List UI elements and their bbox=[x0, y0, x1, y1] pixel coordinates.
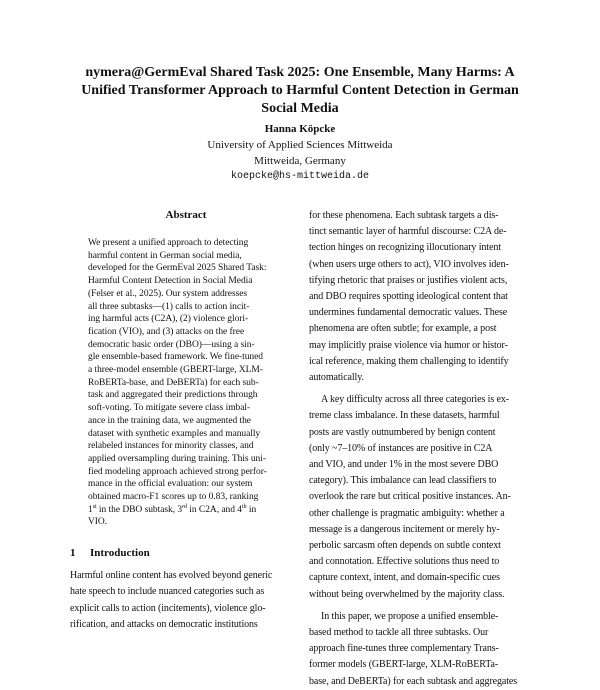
body-line: perbolic sarcasm often depends on subtle context bbox=[309, 540, 501, 552]
title-line: Social Media bbox=[261, 101, 339, 116]
body-line: other challenge is pragmatic ambiguity: whether a bbox=[309, 507, 505, 519]
abstract-line: soft-voting. To mitigate severe class imbal- bbox=[88, 403, 251, 414]
title-line: nymera@GermEval Shared Task 2025: One Ensemble, Many Harms: A bbox=[85, 65, 515, 80]
body-line: automatically. bbox=[309, 372, 364, 384]
right-column bbox=[309, 208, 531, 690]
body-line: for these phenomena. Each subtask targets a dis- bbox=[309, 210, 499, 221]
dbo-rank: 1 bbox=[88, 504, 93, 515]
body-line: (only ~7–10% of instances are positive in C2A bbox=[309, 442, 493, 454]
intro-line: hate speech to include nuanced categories such as bbox=[70, 586, 265, 598]
intro-line: rification, and attacks on democratic institutions bbox=[70, 618, 258, 630]
section-title: Introduction bbox=[90, 547, 150, 560]
abstract-line: harmful content in German social media, bbox=[88, 250, 242, 261]
body-line: without being overwhelmed by the majority class. bbox=[309, 588, 505, 600]
body-line: treme class imbalance. In these datasets, harmful bbox=[309, 410, 500, 422]
body-line: capture context, intent, and domain-specific cues bbox=[309, 572, 500, 584]
author-email[interactable]: koepcke@hs-mittweida.de bbox=[230, 171, 370, 182]
abstract-line: gle ensemble-based framework. We fine-tuned bbox=[88, 352, 263, 363]
author-block bbox=[100, 121, 500, 185]
introduction-heading bbox=[70, 546, 302, 560]
body-line: phenomena are often subtle; for example, a post bbox=[309, 323, 497, 335]
rank-text: in the DBO subtask, bbox=[96, 504, 178, 515]
abstract-line: (Felser et al., 2025). Our system addresses bbox=[88, 288, 248, 299]
intro-line: explicit calls to action (incitements), violence glo- bbox=[70, 602, 266, 614]
section-number: 1 bbox=[70, 547, 76, 560]
abstract-body bbox=[70, 237, 302, 529]
body-line: may implicitly praise violence via humor or histor- bbox=[309, 339, 508, 351]
abstract-line: VIO. bbox=[88, 517, 108, 528]
introduction-body bbox=[70, 568, 302, 633]
vio-rank-suffix: th bbox=[241, 503, 247, 510]
c2a-rank-suffix: rd bbox=[182, 503, 187, 510]
author-name: Hanna Köpcke bbox=[264, 123, 336, 135]
paper-title bbox=[40, 64, 560, 118]
dbo-rank-suffix: st bbox=[92, 503, 97, 510]
abstract-line: applied oversampling during training. This uni- bbox=[88, 453, 266, 464]
abstract-line: task and aggregated their predictions through bbox=[88, 390, 258, 401]
body-line: In this paper, we propose a unified ensemble- bbox=[321, 610, 499, 622]
abstract-line: ance in the training data, we augmented the bbox=[88, 415, 251, 426]
body-line: (when users urge others to act), VIO involves iden- bbox=[309, 258, 509, 270]
abstract-line: RoBERTa-base, and DeBERTa) for each sub- bbox=[88, 377, 259, 388]
title-line: Unified Transformer Approach to Harmful Content Detection in German bbox=[81, 83, 519, 98]
abstract-heading: Abstract bbox=[165, 209, 207, 221]
abstract-line: fied modeling approach achieved strong perfor- bbox=[88, 466, 267, 477]
body-line: former models (GBERT-large, XLM-RoBERTa- bbox=[309, 659, 499, 671]
body-line: approach fine-tunes three complementary Trans- bbox=[309, 643, 499, 655]
body-line: category). This imbalance can lead classifiers to bbox=[309, 475, 497, 487]
paragraph-2 bbox=[309, 392, 531, 603]
abstract-line: mance in the official evaluation: our system bbox=[88, 479, 253, 490]
body-line: message is a dangerous incitement or merely hy- bbox=[309, 523, 500, 535]
abstract-line: relabeled instances for minority classes, and bbox=[88, 441, 254, 452]
abstract-line: obtained macro-F1 scores up to 0.83, ranking bbox=[88, 492, 259, 503]
body-line: tifying rhetoric that praises or justifies violent acts, bbox=[309, 274, 508, 286]
body-line: overlook the rare but critical positive instances. An- bbox=[309, 491, 511, 503]
author-location: Mittweida, Germany bbox=[254, 155, 346, 167]
c2a-rank: 3 bbox=[177, 504, 183, 515]
intro-line: Harmful online content has evolved beyond generic bbox=[70, 570, 273, 582]
abstract-line: fication (VIO), and (3) attacks on the free bbox=[88, 326, 245, 337]
body-line: A key difficulty across all three categories is ex- bbox=[321, 394, 509, 406]
body-line: and DBO requires spotting ideological content that bbox=[309, 291, 508, 303]
rank-text: in C2A, and bbox=[186, 504, 238, 515]
rank-text: in bbox=[246, 504, 257, 515]
body-line: posts are vastly outnumbered by benign content bbox=[309, 426, 496, 438]
abstract-line: Harmful Content Detection in Social Media bbox=[88, 276, 253, 287]
abstract-line: a three-model ensemble (GBERT-large, XLM- bbox=[88, 365, 263, 376]
abstract-line: We present a unified approach to detecting bbox=[88, 238, 249, 248]
body-line: and connotation. Effective solutions thus need to bbox=[309, 556, 500, 568]
body-line: ical reference, making them challenging to identify bbox=[309, 355, 509, 367]
abstract-line: all three subtasks—(1) calls to action incit- bbox=[88, 301, 250, 312]
abstract-rank-line bbox=[88, 504, 302, 517]
body-line: tinct semantic layer of harmful discourse: C2A de- bbox=[309, 226, 507, 238]
abstract-line: democratic basic order (DBO)—using a sin- bbox=[88, 339, 255, 350]
body-line: tection hinges on recognizing illocutionary intent bbox=[309, 242, 501, 254]
body-line: undermines fundamental democratic values. These bbox=[309, 307, 508, 319]
abstract-line: developed for the GermEval 2025 Shared Task: bbox=[88, 263, 267, 274]
abstract-line: dataset with synthetic examples and manually bbox=[88, 428, 261, 439]
paragraph-3 bbox=[309, 609, 531, 690]
body-line: based method to tackle all three subtasks. Our bbox=[309, 627, 489, 639]
vio-rank: 4 bbox=[237, 504, 242, 515]
paragraph-1 bbox=[309, 208, 531, 386]
body-line: base, and DeBERTa) for each subtask and aggregates bbox=[309, 675, 518, 687]
abstract-line: ing harmful acts (C2A), (2) violence glori- bbox=[88, 314, 249, 325]
left-column bbox=[70, 208, 302, 633]
author-affiliation: University of Applied Sciences Mittweida bbox=[207, 139, 393, 151]
body-line: and VIO, and under 1% in the most severe DBO bbox=[309, 459, 499, 471]
